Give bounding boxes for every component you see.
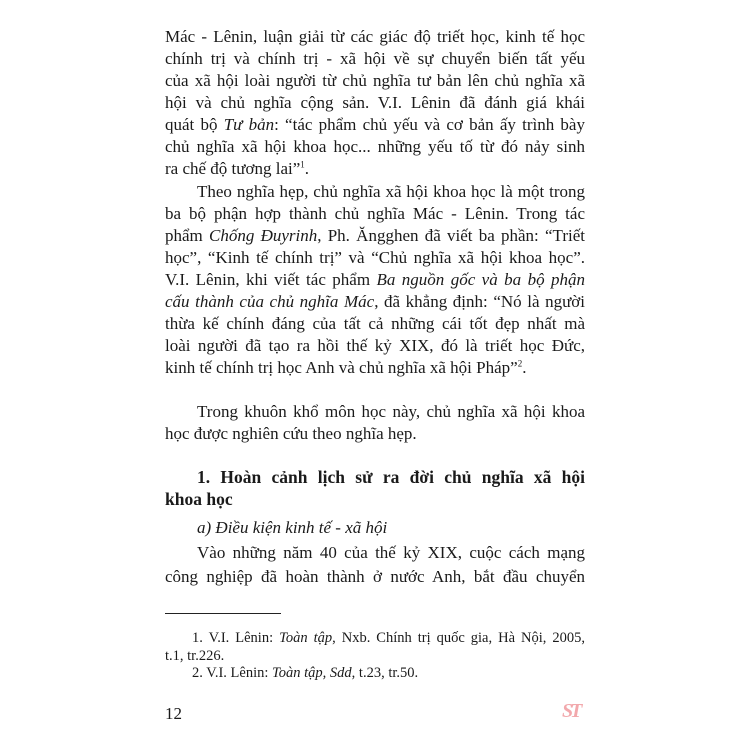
text-line: Trong khuôn khổ môn học này, chủ nghĩa xã hội khoa: [197, 402, 585, 421]
book-title: cấu thành của chủ nghĩa Mác: [165, 292, 375, 311]
text: kinh tế chính trị học Anh và chủ nghĩa xã hội Pháp”: [165, 358, 518, 377]
book-title: Chống Đuyrinh: [209, 226, 318, 245]
footnote: t.1, tr.226.: [165, 648, 225, 664]
book-title: Ba nguồn gốc và ba bộ phận: [376, 270, 585, 289]
section-heading: khoa học: [165, 489, 233, 509]
text-line: [165, 114, 585, 136]
book-title: Tư bản: [223, 115, 275, 134]
text-line: thừa kế chính đáng của tất cả những cái tốt đẹp nhất mà: [165, 314, 585, 333]
text-line: [165, 357, 585, 379]
footnote-divider: [165, 613, 281, 614]
text: : “tác phẩm chủ yếu và cơ bản ấy trình bày: [274, 115, 585, 134]
text: V.I. Lênin, khi viết tác phẩm: [165, 270, 377, 289]
footnote: [192, 629, 585, 647]
text: , đã khẳng định: “Nó là người: [374, 292, 585, 311]
footnote-ref: 1: [300, 159, 305, 170]
text: quát bộ: [165, 115, 224, 134]
text-line: Vào những năm 40 của thế kỷ XIX, cuộc cách mạng: [197, 543, 585, 562]
text-line: của xã hội loài người từ chủ nghĩa tư bản lên chủ nghĩa xã: [165, 71, 585, 90]
text-line: công nghiệp đã hoàn thành ở nước Anh, bắt đầu chuyển: [165, 567, 585, 586]
text-line: loài người đã tạo ra hồi thế kỷ XIX, đó là triết học Đức,: [165, 336, 585, 355]
footnote: [192, 664, 585, 682]
section-heading: 1. Hoàn cảnh lịch sử ra đời chủ nghĩa xã hội: [197, 467, 585, 487]
text-line: hội và chủ nghĩa cộng sản. V.I. Lênin đã đánh giá khái: [165, 93, 585, 112]
text: .: [304, 159, 310, 178]
footnote-ref: 2: [517, 358, 523, 369]
text-line: [165, 291, 585, 313]
page-number: 12: [165, 704, 182, 723]
text: .: [522, 358, 527, 377]
text: ra chế độ tương lai”: [165, 159, 301, 178]
text: , Ph. Ăngghen đã viết ba phần: “Triết: [317, 226, 585, 245]
text-line: chủ nghĩa xã hội khoa học... những yếu tố từ đó nảy sinh: [165, 137, 585, 156]
text-line: học”, “Kinh tế chính trị” và “Chủ nghĩa xã hội khoa học”.: [165, 248, 585, 267]
text-line: học được nghiên cứu theo nghĩa hẹp.: [165, 424, 417, 443]
book-title: Toàn tập: [279, 630, 333, 646]
book-title: Toàn tập, Sdd: [272, 665, 352, 681]
text: 1. V.I. Lênin:: [192, 630, 280, 646]
text-line: Theo nghĩa hẹp, chủ nghĩa xã hội khoa học là một trong: [197, 182, 585, 201]
text-line: [165, 225, 585, 247]
text-line: ba bộ phận hợp thành chủ nghĩa Mác - Lênin. Trong tác: [165, 204, 585, 223]
text: , t.23, tr.50.: [351, 665, 419, 681]
text-line: [165, 158, 585, 180]
text: 2. V.I. Lênin:: [192, 665, 273, 681]
text-line: Mác - Lênin, luận giải từ các giác độ triết học, kinh tế học: [165, 27, 585, 46]
subheading: a) Điều kiện kinh tế - xã hội: [197, 518, 388, 537]
publisher-logo: ST: [562, 700, 580, 722]
text-line: chính trị và chính trị - xã hội về sự chuyển biến tất yếu: [165, 49, 585, 68]
text-line: [165, 269, 585, 291]
text: , Nxb. Chính trị quốc gia, Hà Nội, 2005,: [332, 630, 585, 646]
text: phẩm: [165, 226, 210, 245]
